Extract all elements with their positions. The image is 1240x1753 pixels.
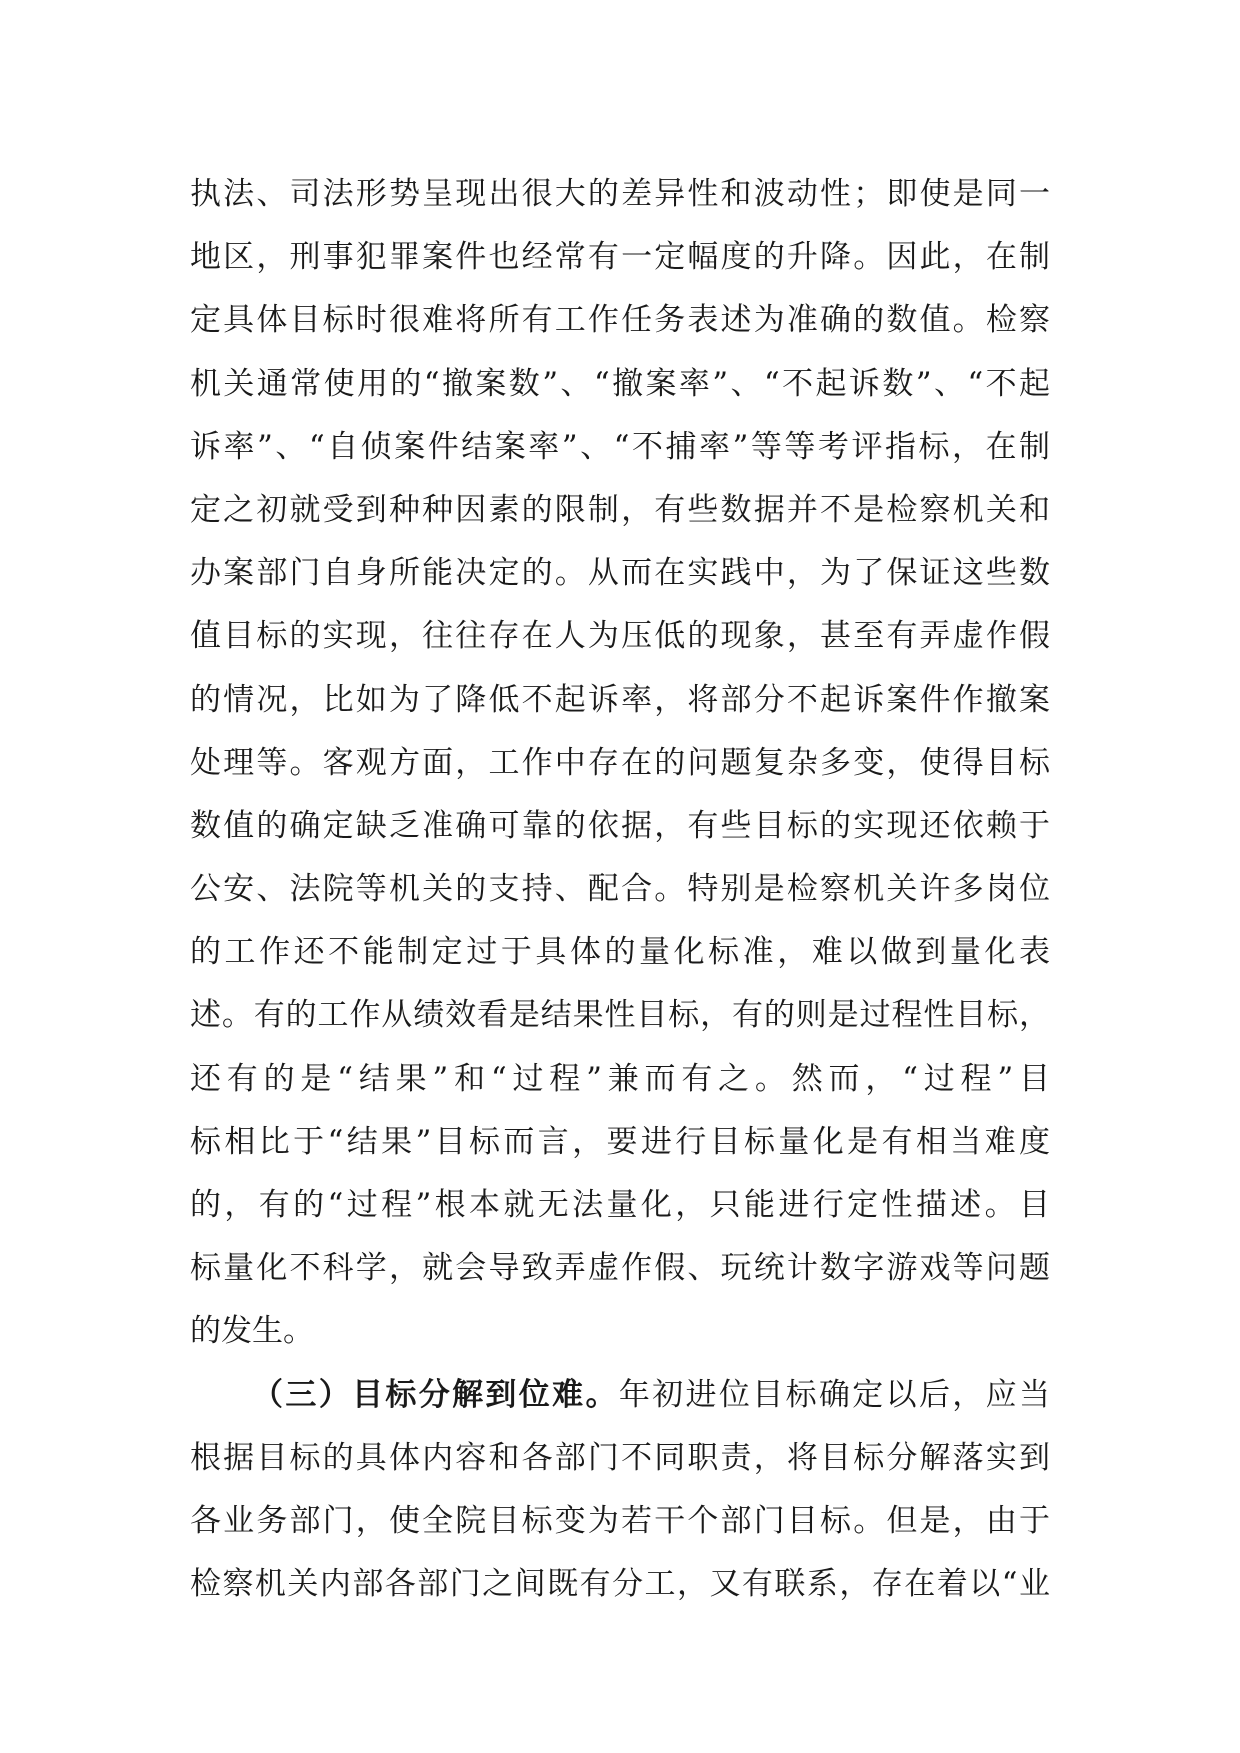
text-line: 标相比于“结果”目标而言，要进行目标量化是有相当难度 (190, 1123, 1050, 1160)
text-line: 检察机关内部各部门之间既有分工，又有联系，存在着以“业 (190, 1566, 1050, 1603)
text-line: 的，有的“过程”根本就无法量化，只能进行定性描述。目 (190, 1187, 1050, 1223)
section-heading: （三）目标分解到位难。 (252, 1376, 619, 1413)
text-line: 机关通常使用的“撤案数”、“撤案率”、“不起诉数”、“不起 (190, 365, 1050, 402)
text-line: 的工作还不能制定过于具体的量化标准，难以做到量化表 (190, 934, 1050, 971)
text-line: 述。有的工作从绩效看是结果性目标，有的则是过程性目标， (190, 997, 1050, 1034)
text-line: 数值的确定缺乏准确可靠的依据，有些目标的实现还依赖于 (190, 807, 1050, 844)
text-line: 处理等。客观方面，工作中存在的问题复杂多变，使得目标 (190, 744, 1050, 781)
text-line: 值目标的实现，往往存在人为压低的现象，甚至有弄虚作假 (190, 618, 1050, 655)
text-line: 诉率”、“自侦案件结案率”、“不捕率”等等考评指标，在制 (190, 428, 1050, 465)
section-first-line (190, 1364, 1050, 1427)
text-line: 执法、司法形势呈现出很大的差异性和波动性；即使是同一 (190, 176, 1050, 212)
text-line: 根据目标的具体内容和各部门不同职责，将目标分解落实到 (190, 1439, 1050, 1476)
text-line: 标量化不科学，就会导致弄虚作假、玩统计数字游戏等问题 (190, 1250, 1050, 1287)
text-line: 的发生。 (190, 1313, 314, 1350)
text-line: 定之初就受到种种因素的限制，有些数据并不是检察机关和 (190, 491, 1050, 528)
text-line: 定具体目标时很难将所有工作任务表述为准确的数值。检察 (190, 302, 1050, 339)
text-line: 公安、法院等机关的支持、配合。特别是检察机关许多岗位 (190, 871, 1050, 908)
text-line: 地区，刑事犯罪案件也经常有一定幅度的升降。因此，在制 (190, 239, 1050, 276)
text-line: 办案部门自身所能决定的。从而在实践中，为了保证这些数 (190, 555, 1050, 592)
text-line: 还有的是“结果”和“过程”兼而有之。然而，“过程”目 (190, 1060, 1050, 1097)
text-line: 各业务部门，使全院目标变为若干个部门目标。但是，由于 (190, 1502, 1050, 1539)
text-line: 的情况，比如为了降低不起诉率，将部分不起诉案件作撤案 (190, 681, 1050, 718)
body-text (190, 163, 1050, 1616)
section-first-line-text: 年初进位目标确定以后，应当 (618, 1376, 1051, 1413)
